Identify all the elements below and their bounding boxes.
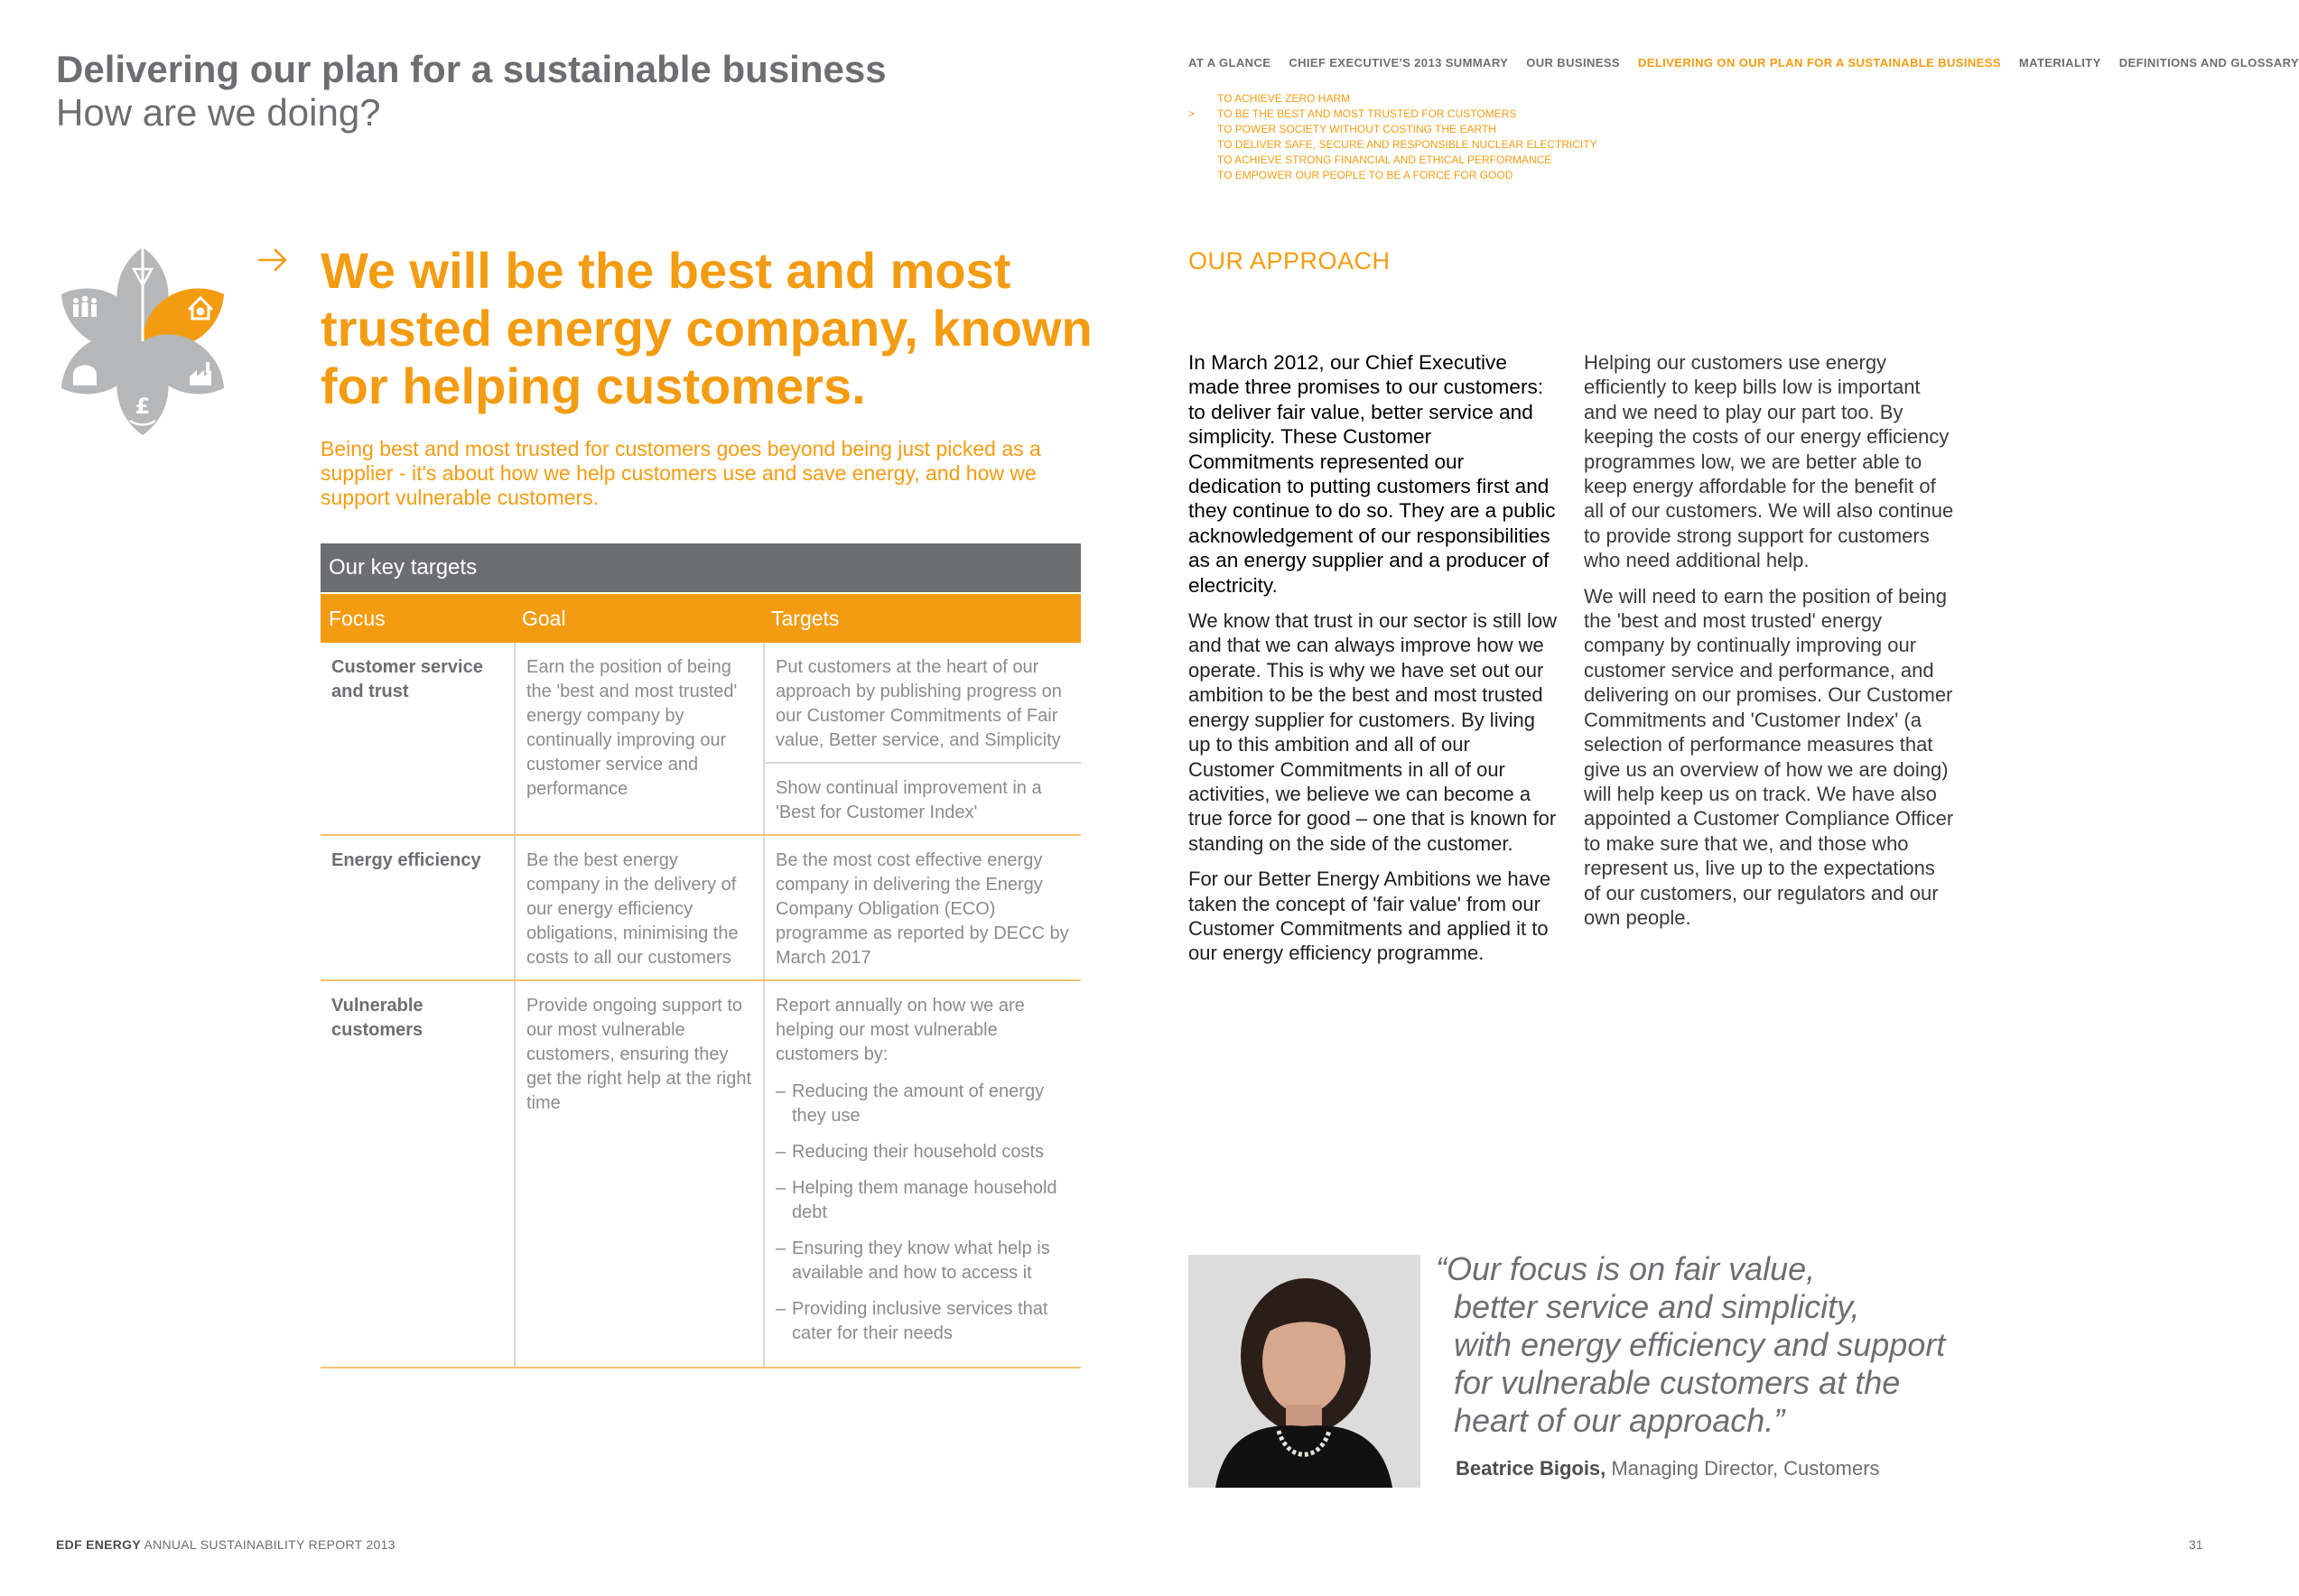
approach-heading: OUR APPROACH [1188,247,1391,274]
arrow-right-icon [255,242,291,278]
quote-line: for vulnerable customers at the [1454,1364,1901,1401]
approach-column-left [1188,350,1559,977]
page-title: Delivering our plan for a sustainable business [56,48,887,90]
subnav-financial-ethical[interactable]: TO ACHIEVE STRONG FINANCIAL AND ETHICAL PERFORMANCE [1217,153,1552,166]
table-row [321,981,1081,1369]
quote-line: heart of our approach.” [1454,1402,1785,1439]
quote-attribution [1456,1457,1880,1480]
approach-paragraph: We will need to earn the position of being the 'best and most trusted' energy company by continually improving our customer service and performance, and delivering on our promises. Our Customer Commitments and 'Customer Index' (a selection of performance measures that give us an overview of how we are doing) will help keep us on track. We have also appointed a Customer Compliance Officer to make sure that we, and those who represent us, live up to the expectations of our customers, our regulators and our own people. [1584,584,1954,929]
table-title: Our key targets [321,543,1081,592]
svg-text:£: £ [135,394,151,419]
quote-line: with energy efficiency and support [1454,1326,1946,1363]
key-targets-table [321,543,1081,1369]
list-item: – Reducing their household costs [776,1142,1045,1162]
pull-quote [1436,1250,1946,1440]
approach-paragraph: We know that trust in our sector is still low and that we can always improve how we operate. This is why we have set out our ambition to be the best and most trusted energy supplier for customers. By living up to this ambition and all of our Customer Commitments in all of our activities, we believe we can become a true force for good – one that is known for standing on the side of the customer. [1188,609,1557,855]
nav-chief-executive-summary[interactable]: CHIEF EXECUTIVE'S 2013 SUMMARY [1289,56,1509,70]
nav-at-a-glance[interactable]: AT A GLANCE [1188,56,1271,70]
nav-delivering-on-our-plan[interactable]: DELIVERING ON OUR PLAN FOR A SUSTAINABLE BUSINESS [1637,56,2001,70]
target-bullet-list [776,1080,1074,1346]
nav-materiality[interactable]: MATERIALITY [2018,56,2101,70]
quote-line: “Our focus is on fair value, [1436,1250,1816,1287]
portrait-photo [1188,1255,1420,1488]
page-subtitle: How are we doing? [56,91,381,134]
column-header-goal: Goal [522,607,566,630]
table-header-row [321,592,1081,643]
nav-our-business[interactable]: OUR BUSINESS [1526,56,1620,70]
approach-paragraph: In March 2012, our Chief Executive made three promises to our customers: to deliver fair value, better service and simplicity. These Customer Commitments represented our dedication to putting customers first and they continue to do so. They are a public acknowledgement of our responsibilities as an energy supplier and a producer of electricity. [1188,351,1556,597]
row-focus: Vulnerable customers [331,996,424,1040]
target-item: Put customers at the heart of our approach by publishing progress on our Customer Commitments of Fair value, Better service, and Simplicity [776,657,1062,750]
approach-paragraph: For our Better Energy Ambitions we have taken the concept of 'fair value' from our Customer Commitments and applied it to our energy efficiency programme. [1188,868,1551,965]
row-focus: Customer service and trust [331,657,483,701]
list-item: – Reducing the amount of energy they use [776,1081,1045,1126]
column-header-focus: Focus [329,607,386,630]
row-goal: Be the best energy company in the delivery of our energy efficiency obligations, minimising the costs to all our customers [514,836,763,979]
nav-definitions-and-glossary[interactable]: DEFINITIONS AND GLOSSARY [2118,56,2299,70]
ambition-intro: Being best and most trusted for customers goes beyond being just picked as a supplier - it's about how we help customers use and save energy, and how we support vulnerable customers. [321,437,1041,509]
subnav-empower-people[interactable]: TO EMPOWER OUR PEOPLE TO BE A FORCE FOR GOOD [1217,169,1513,181]
page-number: 31 [2189,1537,2203,1552]
table-row [321,836,1081,981]
quote-author-role: Managing Director, Customers [1611,1457,1880,1480]
footer-brand: EDF ENERGY [56,1537,142,1552]
subnav-zero-harm[interactable]: TO ACHIEVE ZERO HARM [1217,92,1351,105]
quote-line: better service and simplicity, [1454,1288,1860,1325]
quote-author-name: Beatrice Bigois, [1456,1457,1606,1480]
table-row [321,643,1081,836]
row-targets [763,836,1081,979]
row-focus: Energy efficiency [331,850,481,870]
subnav-best-and-most-trusted[interactable]: TO BE THE BEST AND MOST TRUSTED FOR CUSTOMERS [1217,107,1517,120]
section-subnav [1188,91,1597,183]
footer [56,1537,396,1552]
list-item: – Ensuring they know what help is available and how to access it [776,1239,1050,1283]
footer-report-name: ANNUAL SUSTAINABILITY REPORT 2013 [144,1537,396,1552]
ambition-headline: We will be the best and most trusted energy company, known for helping customers. [321,242,1093,414]
ambitions-flower-icon [52,244,233,439]
list-item: – Helping them manage household debt [776,1178,1057,1222]
target-item: Be the most cost effective energy company in delivering the Energy Company Obligation (ECO) programme as reported by DECC by March 2017 [776,850,1069,968]
subnav-power-society[interactable]: TO POWER SOCIETY WITHOUT COSTING THE EARTH [1217,123,1496,135]
row-goal: Provide ongoing support to our most vulnerable customers, ensuring they get the right help at the right time [514,981,763,1367]
top-navigation [1188,56,2299,70]
target-item: Show continual improvement in a 'Best for Customer Index' [765,762,1081,834]
current-section-marker: > [1188,107,1196,120]
list-item: – Providing inclusive services that cater for their needs [776,1299,1048,1343]
subnav-nuclear-electricity[interactable]: TO DELIVER SAFE, SECURE AND RESPONSIBLE NUCLEAR ELECTRICITY [1217,138,1597,151]
approach-column-right [1584,350,1954,941]
target-intro: Report annually on how we are helping our most vulnerable customers by: [776,996,1025,1064]
row-targets [763,643,1081,834]
approach-paragraph: Helping our customers use energy efficiently to keep bills low is important and we need to play our part too. By keeping the costs of our energy efficiency programmes low, we are better able to keep energy affordable for the benefit of all of our customers. We will also continue to provide strong support for customers who need additional help. [1584,351,1954,572]
row-targets [763,981,1081,1367]
row-goal: Earn the position of being the 'best and most trusted' energy company by continually improving our customer service and performance [514,643,763,834]
column-header-targets: Targets [771,607,840,630]
